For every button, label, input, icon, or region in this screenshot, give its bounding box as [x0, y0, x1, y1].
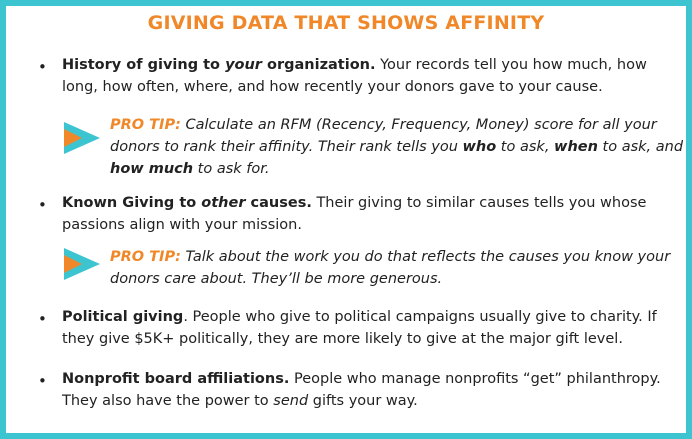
pro-tip-label: PRO TIP:: [110, 117, 181, 133]
item-lead: History of giving to your organization.: [62, 57, 376, 73]
bullet-1: •: [38, 58, 47, 76]
item-lead: Known Giving to other causes.: [62, 195, 312, 211]
item-text: . People who give to political campaigns usually give to charity. If they give $5K+ politically, they are more likely to give at the major gift level.: [62, 309, 657, 347]
arrow-icon: [62, 118, 102, 158]
page-title: GIVING DATA THAT SHOWS AFFINITY: [147, 12, 545, 34]
list-item-history: [62, 54, 684, 98]
bullet-3: •: [38, 310, 47, 328]
bullet-4: •: [38, 372, 47, 390]
item-text: Their giving to similar causes tells you whose passions align with your mission.: [62, 195, 647, 233]
pro-tip-rfm: PRO TIP: Calculate an RFM (Recency, Frequency, Money) score for all your donors to rank their affinity. Their rank tells you who to ask, when to ask, and how much to ask for.: [110, 117, 684, 177]
list-item-political: [62, 306, 684, 350]
bullet-2: •: [38, 196, 47, 214]
arrow-icon: [62, 244, 102, 284]
pro-tip-causes: PRO TIP: Talk about the work you do that reflects the causes you know your donors care about. They’ll be more generous.: [110, 249, 671, 287]
list-item-known-giving: [62, 192, 684, 236]
item-text: Your records tell you how much, how long, how often, where, and how recently your donors gave to your cause.: [62, 57, 647, 95]
item-lead: Nonprofit board affiliations.: [62, 371, 290, 387]
list-item-board: Nonprofit board affiliations. People who manage nonprofits “get” philanthropy. They also have the power to send gifts your way.: [62, 371, 661, 409]
item-lead: Political giving: [62, 309, 184, 325]
pro-tip-label: PRO TIP:: [110, 249, 181, 265]
